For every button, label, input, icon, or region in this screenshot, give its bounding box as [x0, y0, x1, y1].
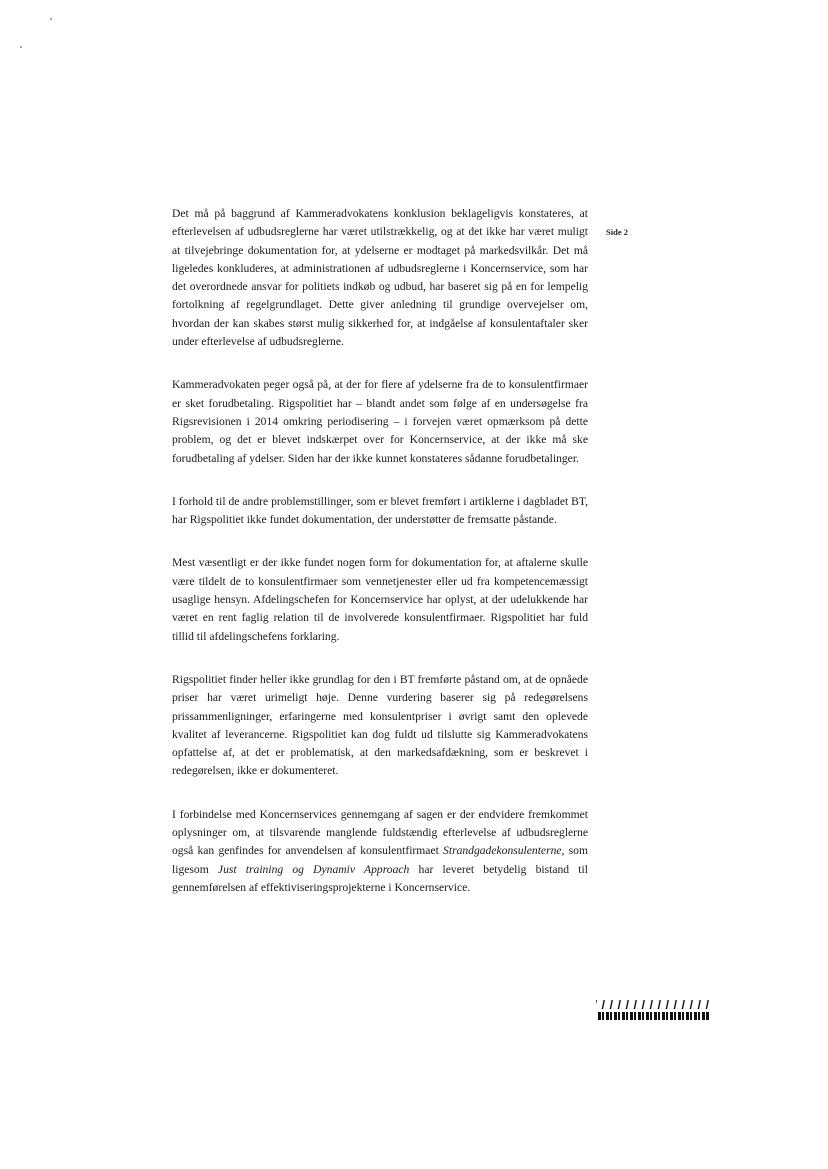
body-text [172, 205, 588, 922]
page-number-label: Side 2 [606, 227, 628, 237]
italic-firm-name: Strandgadekonsulenterne [443, 844, 562, 858]
scan-speck [20, 46, 22, 48]
barcode-stamp [596, 998, 712, 1024]
text-segment: har leveret betydelig bistand til gennemførelsen af effektiviseringsprojekterne i Koncernservice. [172, 862, 588, 894]
paragraph-prices: Rigspolitiet finder heller ikke grundlag for den i BT fremførte påstand om, at de opnåede priser har været urimeligt høje. Denne vurdering baserer sig på redegørelsens prissammenligninger, erfaringerne med konsulentpriser i øvrigt samt den oplevede kvalitet af leverancerne. Rigspolitiet kan dog fuldt ud tilslutte sig Kammeradvokatens opfattelse af, at det er problematisk, at den markedsafdækning, som er beskrevet i redegørelsen, ikke er dokumenteret. [172, 672, 588, 778]
paragraph-prepayment: Kammeradvokaten peger også på, at der for flere af ydelserne fra de to konsulentfirmaer er sket forudbetaling. Rigspolitiet har – blandt andet som følge af en undersøgelse fra Rigsrevisionen i 2014 omkring periodisering – i forvejen været opmærksom på dette problem, og det er blevet indskærpet over for Koncernservice, at der ikke må ske forudbetaling af ydelser. Siden har der ikke kunnet konstateres sådanne forudbetalinger. [172, 378, 588, 465]
text-segment: , som ligesom [172, 844, 588, 876]
text-segment: I forbindelse med Koncernservices gennemgang af sagen er der endvidere fremkommet oplysninger om, at tilsvarende manglende fuldstændig efterlevelse af udbudsreglerne også kan genfindes for anvendelsen af konsulentfirmaet [172, 807, 588, 858]
paragraph-other-consultants [172, 806, 588, 897]
italic-firm-names: Just training og Dynamiv Approach [217, 862, 410, 876]
paragraph-bt-claims: I forhold til de andre problemstillinger, som er blevet fremført i artiklerne i dagbladet BT, har Rigspolitiet ikke fundet dokumentation, der understøtter de fremsatte påstande. [172, 494, 588, 527]
paragraph-no-favoritism: Mest væsentligt er der ikke fundet nogen form for dokumentation for, at aftalerne skulle være tildelt de to konsulentfirmaer som vennetjenester eller ud fra kompetencemæssigt usaglige hensyn. Afdelingschefen for Koncernservice har oplyst, at der udelukkende har været en rent faglig relation til de involverede konsulentfirmaer. Rigspolitiet har fuld tillid til afdelingschefens forklaring. [172, 556, 588, 643]
scan-speck [50, 18, 52, 20]
paragraph-conclusion: Det må på baggrund af Kammeradvokatens konklusion beklageligvis konstateres, at efterlevelsen af udbudsreglerne har været utilstrækkelig, og at det ikke har været muligt at tilvejebringe dokumentation for, at ydelserne er modtaget på markedsvilkår. Det må ligeledes konkluderes, at administrationen af udbudsreglerne i Koncernservice, som har det overordnede ansvar for politiets indkøb og udbud, har baseret sig på en for lempelig fortolkning af regelgrundlaget. Dette giver anledning til grundige overvejelser om, hvordan der kan skabes størst mulig sikkerhed for, at indgåelse af konsulentaftaler sker under efterlevelse af udbudsreglerne. [172, 207, 588, 349]
